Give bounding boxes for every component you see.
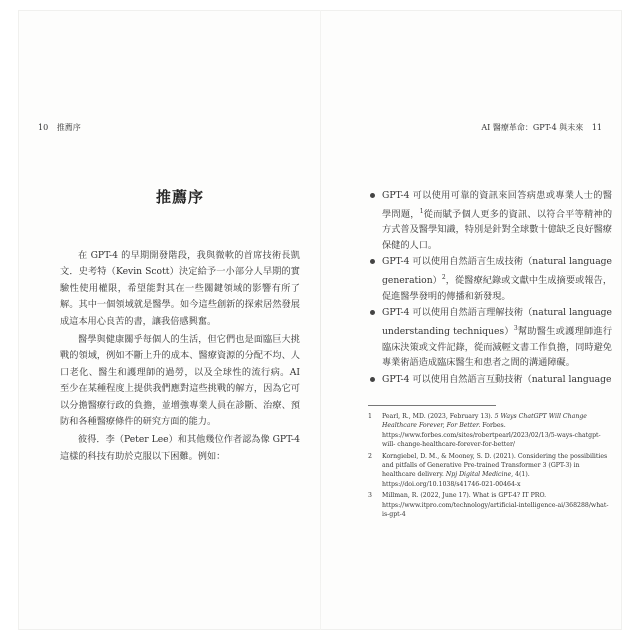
footnote-ref: 1 <box>419 207 424 215</box>
right-page-number: 11 <box>591 123 602 132</box>
footnote-rule <box>368 405 496 406</box>
bullet-dot-icon <box>370 259 375 264</box>
footnote-number: 2 <box>368 452 372 460</box>
bullet-dot-icon <box>370 193 375 198</box>
book-spread <box>18 10 622 630</box>
chapter-title: 推薦序 <box>155 188 204 206</box>
footnote-ref: 2 <box>441 274 446 282</box>
bullet-item: GPT-4 可以使用自然語言理解技術（natural language understanding techniques）$^3$幫助醫生或護理師進行臨床決策或文件記錄，從而減輕文書工作負擔，同時避免專業術語造成臨床醫生和患者之間的溝通障礙。 <box>368 305 612 370</box>
left-page-number: 10 <box>38 123 49 132</box>
bullet-dot-icon <box>370 377 375 382</box>
body-text <box>60 248 300 467</box>
footnote-number: 1 <box>368 413 372 420</box>
left-running-head-text: 推薦序 <box>56 123 81 132</box>
footnote: 2 Korngiebel, D. M., & Mooney, S. D. (2021). Considering the possibilities and pitfalls of Generative Pre-trained Transformer 3 (GPT-3) in healthcare delivery. Npj Digital Medicine, 4(1). https://doi.org/10.1038/s41746-021-00464-x <box>368 452 608 488</box>
footnote: 3 Millman, R. (2022, June 17). What is GPT-4? IT PRO. https://www.itpro.com/technology/artificial-intelligence-ai/368288/what-is-gpt-4 <box>368 492 609 519</box>
bullet-item: GPT-4 可以使用自然語言生成技術（natural language generation）$^2$，從醫療紀錄或文獻中生成摘要或報告，促進醫學發明的傳播和新發現。 <box>368 254 612 304</box>
paragraph: 醫學與健康關乎每個人的生活，但它們也是面臨巨大挑戰的領域，例如不斷上升的成本、醫療資源的分配不均、人口老化、醫生和護理師的過勞，以及全球性的流行病。AI 至少在某種程度上提供我們應對這些挑戰的解方，因為它可以分擔醫療行政的負擔，並增強專業人員在診斷、治療、預防和各種醫療條件的研究方面的能力。 <box>60 334 300 428</box>
paragraph: 在 GPT-4 的早期開發階段，我與微軟的首席技術長凱文．史考特（Kevin Scott）決定給予一小部分人早期的實驗性使用權限，希望能對其在一些關鍵領域的影響有所了解。其中一個領域就是醫學。如今這些創新的探索居然發展成這本用心良苦的書，讓我倍感興奮。 <box>60 250 300 327</box>
bullet-item: GPT-4 可以使用可靠的資訊來回答病患或專業人士的醫學問題，$^1$從而賦予個人更多的資訊、以符合平等精神的方式普及醫學知識，特別是針對全球數十億缺乏良好醫療保健的人口。 <box>368 188 612 253</box>
footnote: 1 Pearl, R., MD. (2023, February 13). 5 Ways ChatGPT Will Change Healthcare Forever, For Better. Forbes. https://www.forbes.com/sites/robertpearl/2023/02/13/5-ways-chatgpt-will- change-healthcare-forever-for-better/ <box>368 413 601 449</box>
bullet-item: GPT-4 可以使用自然語言互動技術（natural language <box>368 372 612 388</box>
page-gutter <box>320 10 321 630</box>
footnotes <box>368 412 612 521</box>
left-running-head <box>38 122 81 133</box>
bullet-dot-icon <box>370 310 375 315</box>
right-running-head-text: AI 醫療革命：GPT-4 與未來 <box>481 123 584 132</box>
footnote-ref: 3 <box>513 324 518 332</box>
right-running-head <box>481 122 602 133</box>
footnote-number: 3 <box>368 492 372 500</box>
paragraph: 彼得．李（Peter Lee）和其他幾位作者認為像 GPT-4 這樣的科技有助於克服以下困難。例如： <box>60 434 300 462</box>
bullet-list <box>368 188 612 388</box>
